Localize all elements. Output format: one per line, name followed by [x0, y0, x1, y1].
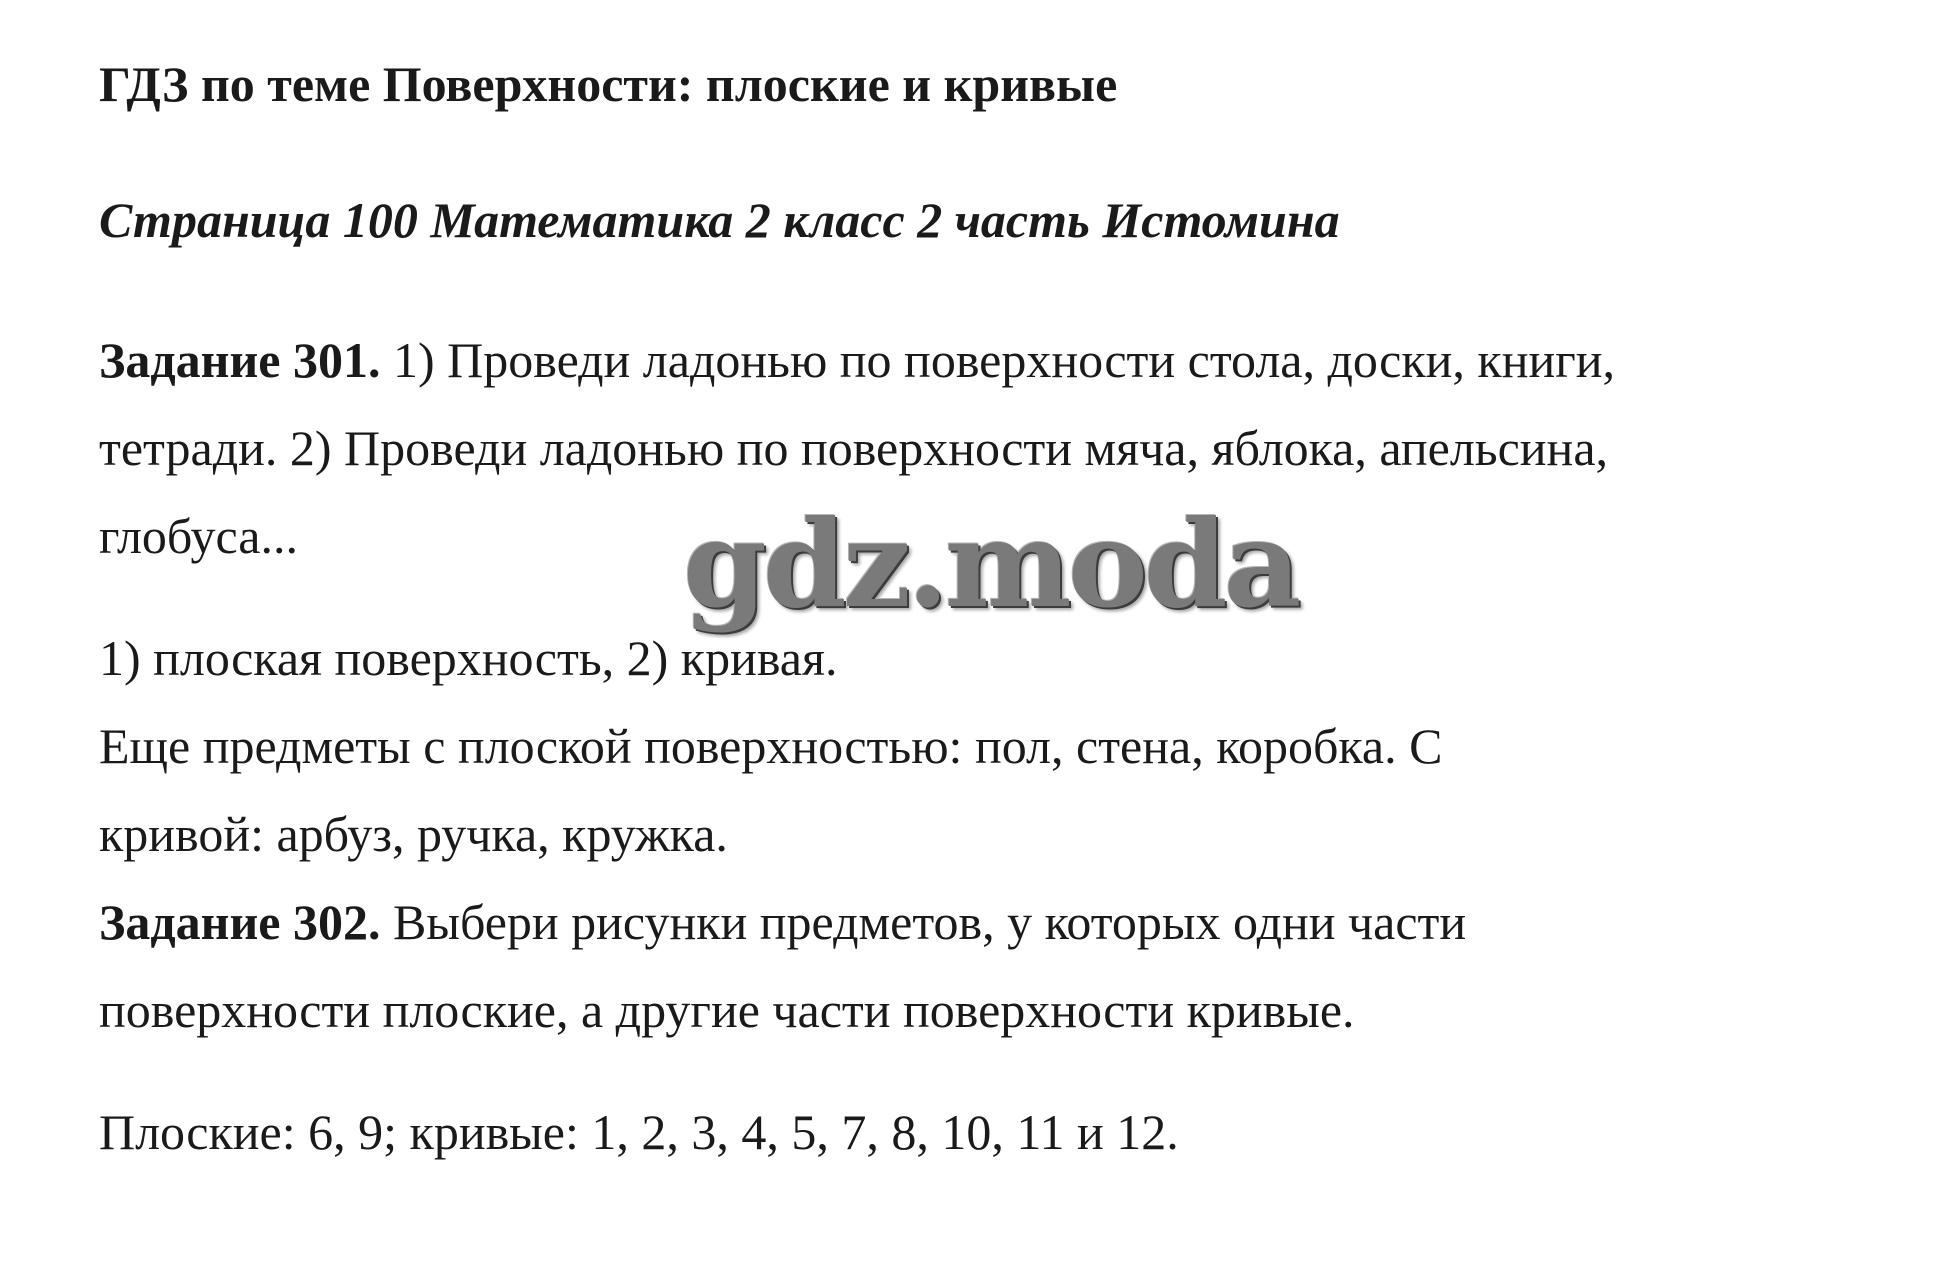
page-subtitle: Страница 100 Математика 2 класс 2 часть Истомина [99, 192, 1340, 248]
task-301-line-1 [99, 316, 1919, 404]
task-301-text-1: 1) Проведи ладонью по поверхности стола, доски, книги, [380, 332, 1615, 388]
answer-301-line-1: 1) плоская поверхность, 2) кривая. [99, 630, 838, 686]
page-title: ГДЗ по теме Поверхности: плоские и кривые [99, 56, 1118, 112]
task-302-line-2: поверхности плоские, а другие части поверхности кривые. [99, 982, 1355, 1038]
answer-302-line-1: Плоские: 6, 9; кривые: 1, 2, 3, 4, 5, 7, 8, 10, 11 и 12. [99, 1104, 1179, 1160]
answer-301 [99, 614, 1919, 878]
task-302 [99, 878, 1919, 1054]
task-302-text-1: Выбери рисунки предметов, у которых одни части [380, 894, 1467, 950]
answer-301-line-2: Еще предметы с плоской поверхностью: пол, стена, коробка. С [99, 718, 1443, 774]
answer-301-line-3: кривой: арбуз, ручка, кружка. [99, 806, 728, 862]
task-301-line-3: глобуса... [99, 508, 298, 564]
answer-302 [99, 1088, 1919, 1176]
task-302-line-1 [99, 878, 1919, 966]
task-301-label: Задание 301. [99, 332, 381, 388]
task-301-line-2: тетради. 2) Проведи ладонью по поверхности мяча, яблока, апельсина, [99, 420, 1609, 476]
watermark-logo: gdz.moda [683, 494, 1298, 635]
task-302-label: Задание 302. [99, 894, 381, 950]
